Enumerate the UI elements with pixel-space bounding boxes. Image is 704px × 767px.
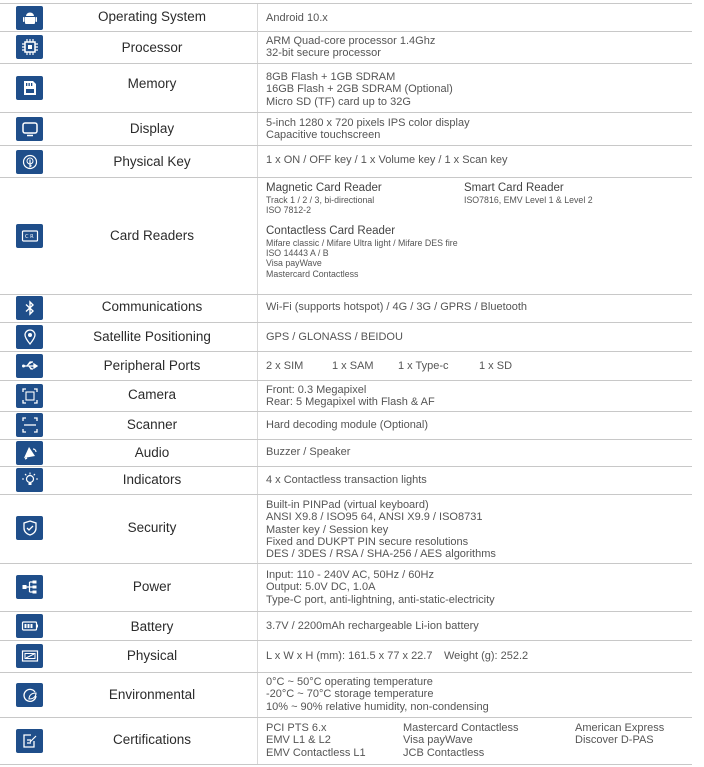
value-line: 8GB Flash + 1GB SDRAM [266,71,396,83]
value-line: ANSI X9.8 / ISO95 64, ANSI X9.9 / ISO8731 [266,511,483,524]
value-line: ARM Quad-core processor 1.4Ghz [266,35,436,47]
row-label: Physical [126,648,178,663]
shield-icon [16,516,43,540]
certificate-icon [16,729,43,753]
value-line: EMV Contactless L1 [266,746,366,759]
row-certifications [0,718,692,765]
column-divider [257,295,258,322]
value-line: GPS / GLONASS / BEIDOU [266,331,403,343]
column-divider [257,381,258,411]
value-line: Android 10.x [266,12,328,24]
row-value [266,154,507,166]
row-satellite-positioning [0,323,692,352]
value-line: 0°C ~ 50°C operating temperature [266,676,433,688]
value-line: 32-bit secure processor [266,47,381,60]
row-physical [0,641,692,673]
value-line: Capacitive touchscreen [266,129,381,142]
chip-icon [16,35,43,59]
row-peripheral-ports [0,352,692,381]
row-value [266,419,428,431]
certifications-column-3 [575,722,664,747]
value-line: 10% ~ 90% relative humidity, non-condensing [266,700,489,713]
value-line: Visa payWave [266,258,322,269]
row-value [266,474,427,486]
column-divider [257,113,258,145]
row-indicators [0,467,692,495]
port-item: 2 x SIM [266,360,304,372]
row-communications [0,295,692,323]
port-item: 1 x SAM [332,360,374,372]
value-line: Hard decoding module (Optional) [266,419,429,431]
value-line: Output: 5.0V DC, 1.0A [266,581,376,594]
column-divider [257,564,258,611]
svg-text:C R: C R [24,234,34,240]
value-line: Rear: 5 Megapixel with Flash & AF [266,396,435,409]
column-divider [257,178,258,294]
value-line: Input: 110 - 240V AC, 50Hz / 60Hz [266,569,434,581]
row-label: Camera [127,387,176,402]
display-icon [16,117,43,141]
value-line: American Express [575,722,665,734]
row-security [0,495,692,564]
value-line: Micro SD (TF) card up to 32G [266,95,411,108]
value-line: 1 x ON / OFF key / 1 x Volume key / 1 x Scan key [266,154,508,166]
value-line: 16GB Flash + 2GB SDRAM (Optional) [266,83,453,96]
row-label: Scanner [126,417,178,432]
location-pin-icon [16,325,43,349]
row-label: Peripheral Ports [103,358,201,373]
dimensions-value: L x W x H (mm): 161.5 x 77 x 22.7 [266,650,433,662]
row-value [266,35,435,60]
column-divider [257,412,258,439]
row-label: Communications [101,299,203,314]
row-label: Environmental [108,687,196,702]
column-divider [257,352,258,380]
row-label: Audio [134,445,170,460]
row-label: Battery [130,619,174,634]
row-camera [0,381,692,412]
row-label: Physical Key [113,154,191,169]
value-line: Track 1 / 2 / 3, bi-directional [266,195,375,205]
row-power [0,564,692,612]
leaf-icon [16,683,43,707]
row-value [266,331,403,343]
android-icon [16,6,43,30]
port-item: 1 x SD [479,360,513,372]
row-battery [0,612,692,641]
row-label: Power [132,579,172,594]
row-value [266,676,489,713]
value-line: Visa payWave [403,734,473,747]
smart-card-reader [464,182,593,205]
value-line: 4 x Contactless transaction lights [266,474,427,486]
card-icon [16,224,43,248]
camera-icon [16,384,43,408]
value-line: Master key / Session key [266,523,389,536]
value-line: 5-inch 1280 x 720 pixels IPS color display [266,117,470,129]
value-line: Buzzer / Speaker [266,446,351,458]
row-value [266,301,527,313]
row-label: Memory [127,76,177,91]
column-divider [257,4,258,31]
bluetooth-icon [16,296,43,320]
magnetic-card-reader [266,182,382,215]
column-divider [257,612,258,640]
value-line: Mastercard Contactless [403,722,519,734]
column-divider [257,718,258,764]
column-divider [257,31,258,63]
row-label: Satellite Positioning [93,329,211,344]
row-label: Card Readers [109,228,195,243]
usb-icon [16,354,43,378]
weight-value: Weight (g): 252.2 [444,650,529,662]
row-value [266,12,328,24]
value-line: Discover D-PAS [575,734,654,747]
value-line: 3.7V / 2200mAh rechargeable Li-ion battery [266,620,479,632]
row-audio [0,440,692,467]
row-value [266,499,496,560]
power-icon [16,575,43,599]
contactless-card-reader [266,225,458,279]
battery-icon [16,614,43,638]
column-divider [257,495,258,563]
value-line: PCI PTS 6.x [266,722,327,734]
row-scanner [0,412,692,440]
value-line: Built-in PINPad (virtual keyboard) [266,499,429,511]
row-label: Certifications [112,732,192,747]
value-line: Type-C port, anti-lightning, anti-static-electricity [266,593,495,606]
speaker-icon [16,441,43,465]
touch-icon [16,150,43,174]
port-item: 1 x Type-c [398,360,449,372]
row-label: Processor [121,40,183,55]
row-value [266,620,479,632]
value-line: Mifare classic / Mifare Ultra light / Mifare DES fire [266,238,458,248]
value-line: ISO7816, EMV Level 1 & Level 2 [464,195,593,205]
row-operating-system [0,3,692,32]
column-divider [257,440,258,466]
row-processor [0,31,692,64]
certifications-column-2 [403,722,519,759]
sub-title: Magnetic Card Reader [266,182,382,194]
value-line: Mastercard Contactless [266,268,359,279]
row-label: Operating System [97,9,207,24]
row-label: Indicators [122,472,182,487]
row-display [0,113,692,146]
sub-title: Contactless Card Reader [266,225,396,237]
row-value [266,446,350,458]
column-divider [257,323,258,351]
value-line: DES / 3DES / RSA / SHA-256 / AES algorithms [266,548,496,561]
certifications-column-1 [266,722,366,759]
value-line: ISO 7812-2 [266,205,311,216]
value-line: EMV L1 & L2 [266,734,331,747]
row-physical-key [0,146,692,178]
column-divider [257,467,258,494]
value-line: ISO 14443 A / B [266,248,329,259]
row-value [266,71,453,108]
light-bulb-icon [16,468,43,492]
value-line: Wi-Fi (supports hotspot) / 4G / 3G / GPRS / Bluetooth [266,301,528,313]
column-divider [257,146,258,177]
row-value [266,569,495,606]
row-card-readers [0,178,692,295]
column-divider [257,673,258,717]
column-divider [257,641,258,672]
sd-card-icon [16,76,43,100]
scanner-icon [16,413,43,437]
row-label: Display [129,121,175,136]
row-environmental [0,673,692,718]
row-value [266,384,435,409]
value-line: Fixed and DUKPT PIN secure resolutions [266,535,469,548]
value-line: -20°C ~ 70°C storage temperature [266,688,434,701]
sub-title: Smart Card Reader [464,182,564,194]
row-value [266,117,470,142]
column-divider [257,64,258,112]
row-memory [0,64,692,113]
ruler-icon [16,644,43,668]
value-line: Front: 0.3 Megapixel [266,384,367,396]
value-line: JCB Contactless [403,746,485,759]
row-label: Security [127,520,177,535]
